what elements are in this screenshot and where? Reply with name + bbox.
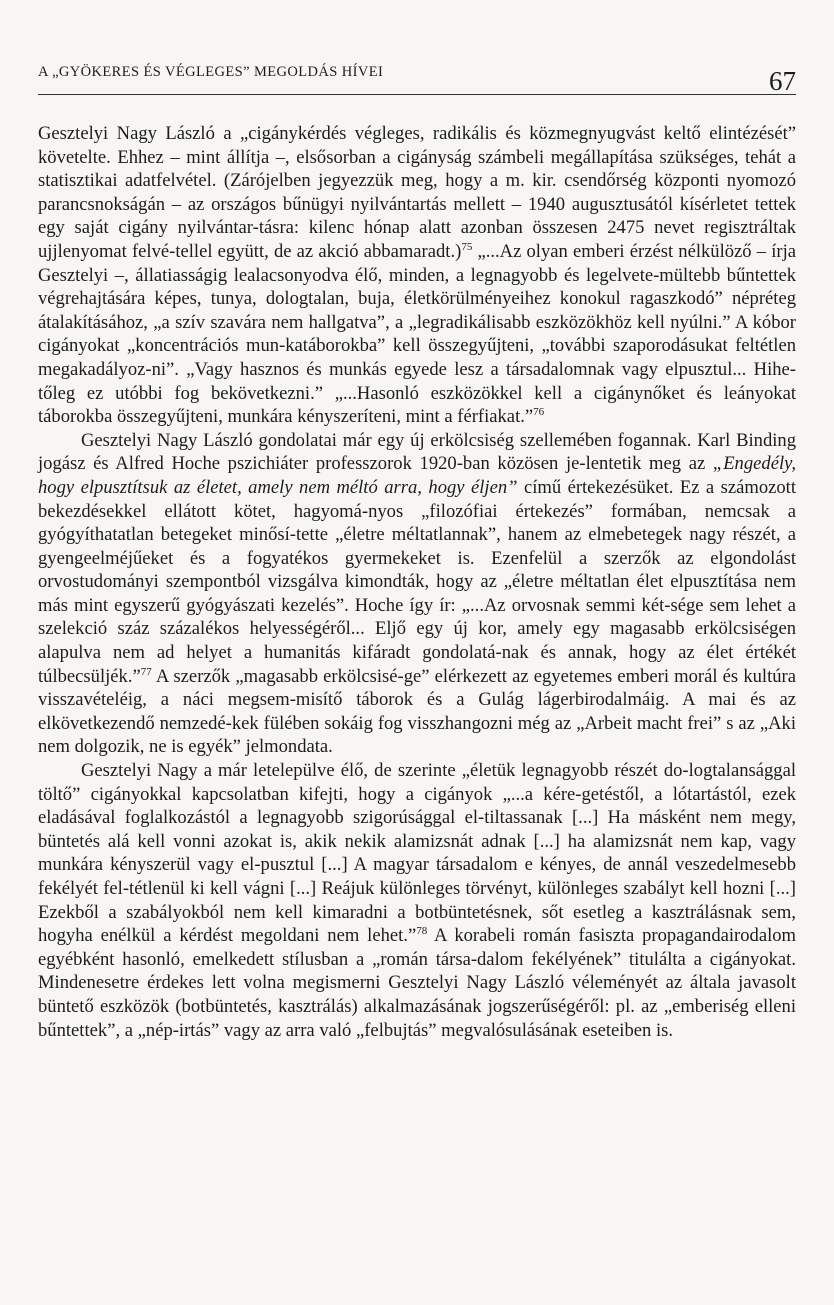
footnote-ref-75: 75 xyxy=(461,240,473,253)
footnote-ref-78: 78 xyxy=(416,925,428,938)
paragraph-text: Gesztelyi Nagy a már letelepülve élő, de szerinte „életük legnagyobb részét do-logtalansággal töltő” cigányokkal kapcsolatban kifejti, hogy a cigányok „...a kére-getéstől, a lótartástól, ezek eladásával foglalkozástól a legnagyobb szigorúsággal el-tiltassanak [...] Ha másként nem megy, büntetés alá kell vonni azokat is, akik nekik alamizsnát adnak [...] ha alamizsnát nem kap, vagy munkára kényszerül vagy el-pusztul [...] A magyar társadalom e kényes, de annál veszedelmesebb fekélyét fel-tétlenül ki kell vágni [...] Reájuk különleges törvényt, különleges szabályt kell hozni [...] Ezekből a szabályokból nem kell kimaradni a botbüntetésnek, sőt esetleg a kasztrálásnak sem, hogyha enélkül a kérdést megoldani nem lehet.” xyxy=(38,760,796,947)
book-page xyxy=(38,58,796,1042)
paragraph-text: „...Az olyan emberi érzést nélkülöző – írja Gesztelyi –, állatiasságig lealacsonyodva élő, minden, a legnagyobb és legelvete-mültebb bűntettek végrehajtására képes, tunya, dologtalan, buja, életkörülményeihez konokul ragaszkodó” népréteg átalakításához, „a szív szavára nem hallgatva”, a „legradikálisabb eszközökhöz kell nyúlni.” A kóbor cigányokat „koncentrációs mun-katáborokba” kell összegyűjteni, „további szaporodásukat feltétlen megakadályoz-ni”. „Vagy hasznos és munkás egyede lesz a társadalomnak vagy elpusztul... Hihe-tőleg ez utóbbi fog bekövetkezni.” „...Hasonló eszközökkel kell a cigánynőket és leányokat táborokba összegyűjteni, munkára kényszeríteni, mint a férfiakat.” xyxy=(38,240,796,428)
paragraph-1 xyxy=(38,122,796,429)
paragraph-text: A korabeli román fasiszta propagandairodalom egyébként hasonló, emelkedett stílusban a „román társa-dalom fekélyének” titulálta a cigányokat. Mindenesetre érdekes lett volna megismerni Gesztelyi Nagy László véleményét az általa javasolt büntető eszközök (botbüntetés, kasztrálás) alkalmazásának jogszerűségéről: pl. az „emberiség elleni bűntettek”, a „nép-irtás” vagy az arra való „felbujtás” megvalósulásának eseteiben is. xyxy=(38,925,796,1041)
book-title: „Engedély, hogy elpusztítsuk az életet, amely nem méltó arra, hogy éljen” xyxy=(38,453,796,498)
paragraph-3 xyxy=(38,759,796,1042)
paragraph-text: című értekezésüket. Ez a számozott bekezdésekkel ellátott kötet, hagyomá-nyos „filozófiai értekezés” formában, nemcsak a gyógyíthatatlan betegeket minősí-tette „életre méltatlannak”, hanem az elmebetegek nagy részét, a gyengeelméjűeket és a fogyatékos gyermekeket is. Ezenfelül a szerzők az elgondolást orvostudományi szempontból vizsgálva kimondták, hogy az „életre méltatlan élet elpusztítása nem más mint egyszerű gyógyászati kezelés”. Hoche így ír: „...Az orvosnak semmi két-sége sem lehet a szelekció száz százalékos helyességéről... Eljő egy új kor, amely egy magasabb erkölcsiségen alapulva nem ad helyet a humanitás kifáradt gondolatá-nak és annak, hogy az élet értékét túlbecsüljék.” xyxy=(38,476,797,687)
paragraph-text: Gesztelyi Nagy László gondolatai már egy új erkölcsiség szellemében fogannak. Karl Binding jogász és Alfred Hoche pszichiáter professzorok 1920-ban közösen je-lentetik meg az xyxy=(38,429,796,475)
paragraph-text: A szerzők „magasabb erkölcsisé-ge” elérkezett az egyetemes emberi morál és kultúra visszavételéig, a náci megsem-misítő táborok és a Gulág lágerbirodalmáig. A mai és az elkövetkezendő nemzedé-kek fülében sokáig fog visszhangozni még az „Arbeit macht frei” s az „Aki nem dolgozik, ne is egyék” jelmondata. xyxy=(38,665,796,758)
footnote-ref-77: 77 xyxy=(140,665,152,678)
paragraph-2 xyxy=(38,429,796,759)
page-number: 67 xyxy=(769,66,796,96)
paragraph-text: Gesztelyi Nagy László a „cigánykérdés végleges, radikális és közmegnyugvást keltő elintézését” követelte. Ehhez – mint állítja –, elsősorban a cigányság számbeli megállapítása szükséges, tehát a statisztikai adatfelvétel. (Zárójelben jegyezzük meg, hogy a m. kir. csendőrség központi nyomozó parancsnokságán – az országos bűnügyi nyilvántartás mellett – 1940 augusztusától kísérletet tettek egy saját cigány nyilvántar-tásra: kilenc hónap alatt azonban összesen 2475 nevet regisztráltak ujjlenyomat felvé-tellel együtt, de az akció abbamaradt.) xyxy=(38,123,796,262)
page-header xyxy=(38,58,796,95)
footnote-ref-76: 76 xyxy=(533,406,545,419)
body-text xyxy=(38,122,796,1042)
running-head: A „GYÖKERES ÉS VÉGLEGES” MEGOLDÁS HÍVEI xyxy=(38,64,384,80)
